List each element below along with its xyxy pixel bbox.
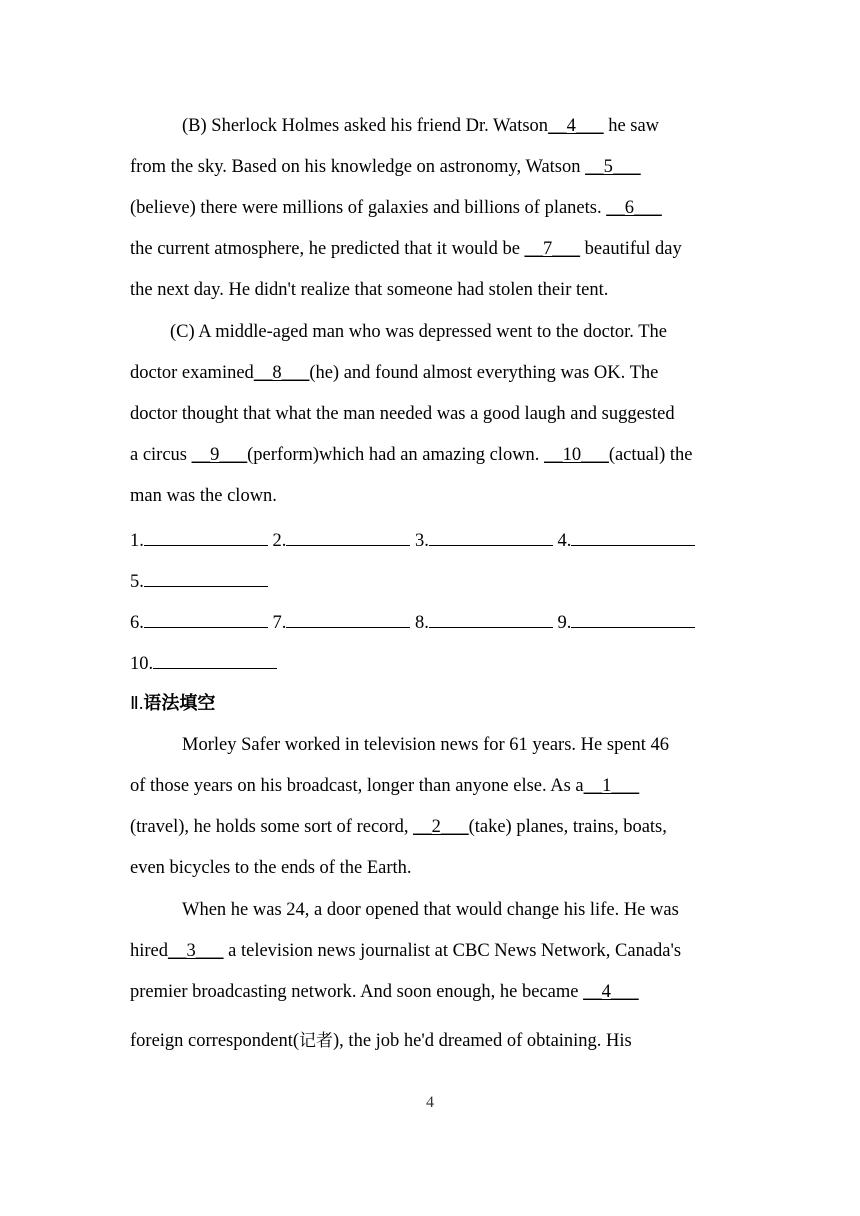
answer-number: 5. — [130, 572, 144, 592]
answer-row-4 — [130, 650, 277, 676]
passage-c-line-5: man was the clown. — [130, 486, 277, 506]
passage-2-p2-line-4 — [130, 1029, 632, 1053]
text: of those years on his broadcast, longer than anyone else. As a — [130, 776, 584, 796]
passage-c-line-1: (C) A middle-aged man who was depressed went to the doctor. The — [170, 322, 667, 342]
blank-4-second: __4___ — [583, 982, 639, 1002]
passage-2-p2-line-1: When he was 24, a door opened that would change his life. He was — [182, 900, 679, 920]
section-heading — [130, 690, 215, 717]
text: (take) planes, trains, boats, — [468, 817, 667, 837]
answer-line-9[interactable] — [571, 609, 695, 628]
answer-line-2[interactable] — [286, 527, 410, 546]
blank-3: __3___ — [168, 941, 224, 961]
answer-number: 8. — [415, 613, 429, 633]
passage-c-line-4 — [130, 443, 693, 467]
passage-b-line-1 — [182, 114, 659, 138]
text: beautiful day — [580, 239, 682, 259]
blank-6: __6___ — [606, 198, 662, 218]
text: (B) Sherlock Holmes asked his friend Dr. Watson — [182, 116, 549, 136]
passage-c-line-3: doctor thought that what the man needed was a good laugh and suggested — [130, 404, 675, 424]
text: a television news journalist at CBC News Network, Canada's — [223, 941, 682, 961]
answer-number: 4. — [557, 531, 572, 551]
text: foreign correspondent( — [130, 1031, 300, 1051]
blank-8: __8___ — [253, 363, 310, 383]
blank-2: __2___ — [413, 817, 469, 837]
text: (he) and found almost everything was OK. The — [309, 363, 659, 383]
answer-row-2 — [130, 568, 268, 594]
blank-10: __10___ — [544, 445, 609, 465]
answer-number: 1. — [130, 531, 144, 551]
page-number: 4 — [426, 1094, 434, 1111]
answer-number: 7. — [272, 613, 287, 633]
answer-line-3[interactable] — [429, 527, 553, 546]
answer-line-5[interactable] — [144, 568, 268, 587]
passage-2-p2-line-3 — [130, 980, 639, 1004]
passage-b-line-2 — [130, 155, 641, 179]
passage-2-p1-line-2 — [130, 774, 639, 798]
text: (travel), he holds some sort of record, — [130, 817, 414, 837]
answer-line-7[interactable] — [286, 609, 410, 628]
answer-line-10[interactable] — [153, 650, 277, 669]
answer-line-8[interactable] — [429, 609, 553, 628]
passage-b-line-3 — [130, 196, 662, 220]
chinese-gloss: 记者 — [299, 1031, 334, 1051]
blank-5: __5___ — [585, 157, 641, 177]
text: (perform)which had an amazing clown. — [247, 445, 545, 465]
answer-number: 10. — [130, 654, 154, 674]
text: premier broadcasting network. And soon enough, he became — [130, 982, 584, 1002]
text: he saw — [603, 116, 660, 136]
answer-line-4[interactable] — [571, 527, 695, 546]
text: from the sky. Based on his knowledge on astronomy, Watson — [130, 157, 586, 177]
answer-number: 3. — [415, 531, 429, 551]
answer-line-6[interactable] — [144, 609, 268, 628]
text: the current atmosphere, he predicted that it would be — [130, 239, 525, 259]
blank-4: __4___ — [548, 116, 604, 136]
text: doctor examined — [130, 363, 254, 383]
passage-2-p1-line-1: Morley Safer worked in television news for 61 years. He spent 46 — [182, 735, 670, 755]
text: a circus — [130, 445, 192, 465]
answer-row-3 — [130, 609, 695, 635]
answer-number: 9. — [557, 613, 572, 633]
passage-2-p1-line-4: even bicycles to the ends of the Earth. — [130, 858, 412, 878]
passage-c-line-2 — [130, 361, 658, 385]
section-title: 语法填空 — [143, 693, 216, 714]
text: (believe) there were millions of galaxies and billions of planets. — [130, 198, 607, 218]
section-number: Ⅱ. — [130, 693, 144, 713]
passage-2-p1-line-3 — [130, 815, 667, 839]
blank-1: __1___ — [583, 776, 640, 796]
blank-9: __9___ — [191, 445, 248, 465]
text: hired — [130, 941, 169, 961]
text: ), the job he'd dreamed of obtaining. His — [333, 1031, 632, 1051]
blank-7: __7___ — [524, 239, 581, 259]
answer-number: 6. — [130, 613, 144, 633]
answer-row-1 — [130, 527, 695, 553]
answer-line-1[interactable] — [144, 527, 268, 546]
passage-b-line-5: the next day. He didn't realize that someone had stolen their tent. — [130, 280, 609, 300]
passage-b-line-4 — [130, 237, 682, 261]
passage-2-p2-line-2 — [130, 939, 681, 963]
answer-number: 2. — [272, 531, 287, 551]
text: (actual) the — [608, 445, 693, 465]
